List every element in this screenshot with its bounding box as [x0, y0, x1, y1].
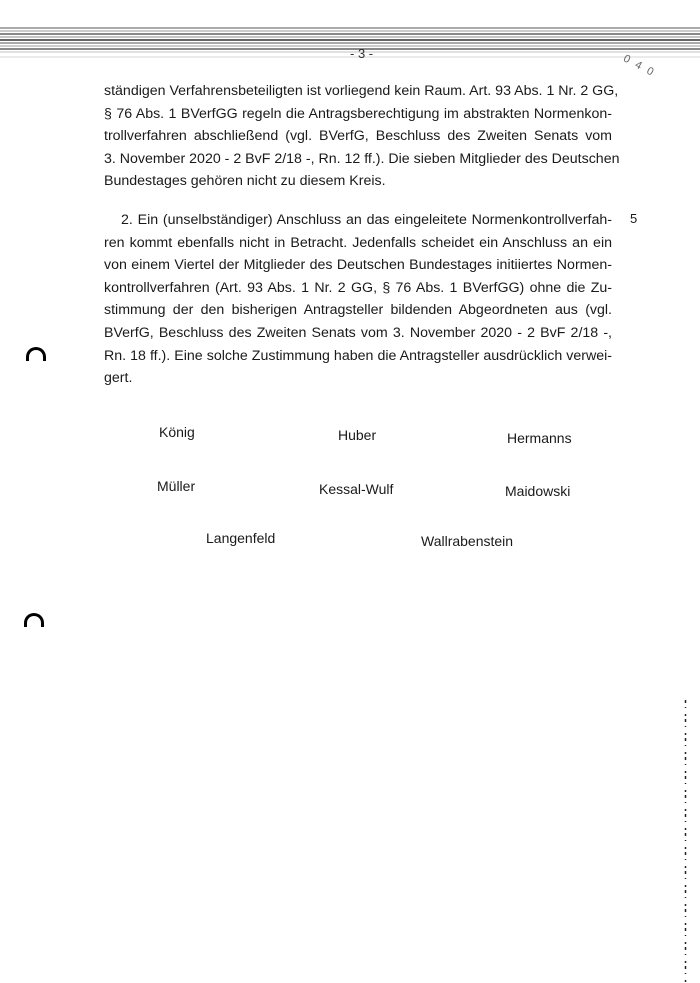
paragraph-line: kontrollverfahren (Art. 93 Abs. 1 Nr. 2 GG, § 76 Abs. 1 BVerfGG) ohne die Zu-: [104, 279, 612, 296]
signature-name: Hermanns: [507, 430, 572, 446]
signature-name: Langenfeld: [206, 530, 276, 546]
signature-name: Huber: [338, 427, 377, 443]
paragraph-line: stimmung der den bisherigen Antragsteller bildenden Abgeordneten aus (vgl.: [104, 302, 612, 319]
corner-stamp-mark: 0 4 0: [621, 52, 658, 80]
paragraph-line: ren kommt ebenfalls nicht in Betracht. Jedenfalls scheidet ein Anschluss an ein: [104, 234, 612, 251]
paragraph-line: 2. Ein (unselbständiger) Anschluss an das eingeleitete Normenkontrollverfah-: [121, 212, 612, 228]
paragraph-line: § 76 Abs. 1 BVerfGG regeln die Antragsberechtigung im abstrakten Normenkon-: [104, 105, 612, 122]
signature-name: Maidowski: [505, 483, 571, 499]
paragraph-2: [104, 209, 612, 390]
punch-hole-icon: [26, 347, 46, 361]
signature-name: Wallrabenstein: [421, 533, 514, 549]
paragraph-line: BVerfG, Beschluss des Zweiten Senats vom 3. November 2020 - 2 BvF 2/18 -,: [104, 324, 612, 341]
paragraph-1: [104, 80, 620, 193]
paragraph-line: 3. November 2020 - 2 BvF 2/18 -, Rn. 12 ff.). Die sieben Mitglieder des Deutschen: [104, 150, 620, 167]
punch-hole-icon: [24, 613, 44, 627]
paragraph-line: trollverfahren abschließend (vgl. BVerfG, Beschluss des Zweiten Senats vom: [104, 128, 612, 145]
paragraph-line: gert.: [104, 370, 133, 387]
signature-name: König: [159, 424, 195, 440]
page-number: - 3 -: [350, 46, 374, 61]
paragraph-line: Rn. 18 ff.). Eine solche Zustimmung haben die Antragsteller ausdrücklich verwei-: [104, 347, 612, 364]
header-band: [0, 24, 700, 80]
signature-name: Müller: [157, 478, 196, 494]
paragraph-line: von einem Viertel der Mitglieder des Deutschen Bundestages initiiertes Normen-: [104, 257, 612, 274]
margin-number: 5: [630, 211, 638, 226]
scan-edge-artifact: [684, 700, 687, 983]
paragraph-line: Bundestages gehören nicht zu diesem Kreis.: [104, 173, 386, 190]
paragraph-line: ständigen Verfahrensbeteiligten ist vorliegend kein Raum. Art. 93 Abs. 1 Nr. 2 GG,: [104, 83, 619, 99]
signature-name: Kessal-Wulf: [319, 481, 394, 497]
